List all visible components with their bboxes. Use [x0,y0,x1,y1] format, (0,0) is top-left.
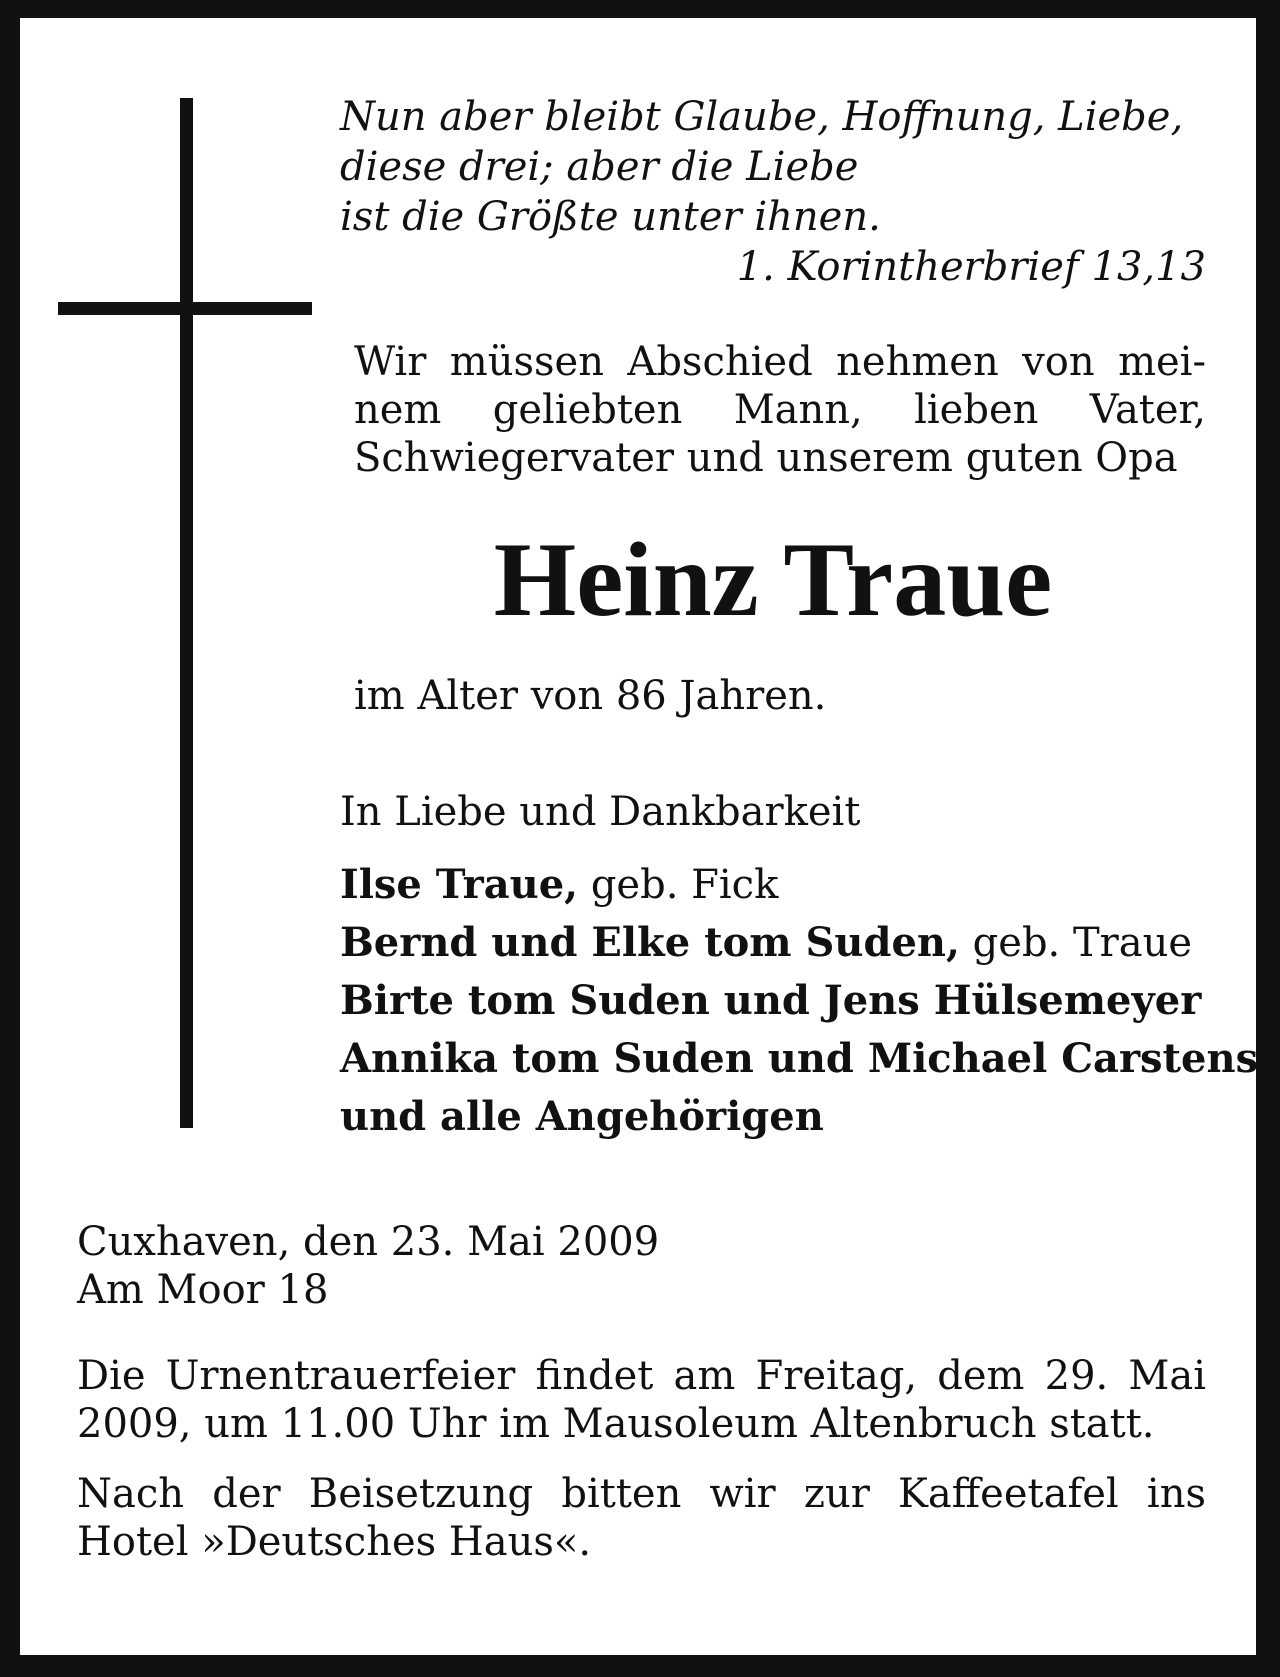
cross-icon-vertical-bar [180,98,193,1128]
mourner-name: und alle Angehörigen [340,1093,824,1140]
mourner-name: Birte tom Suden und Jens Hülsemeyer [340,977,1202,1024]
mourner-entry [340,914,1220,972]
ceremony-line: Die Urnentrauerfeier findet am Freitag, dem 29. Mai [77,1353,1206,1399]
mourner-entry [340,1088,1220,1146]
intro-line: Schwiegervater und unserem guten Opa [354,435,1178,481]
intro-line: nem geliebten Mann, lieben Vater, [354,387,1206,433]
place-date-line: Cuxhaven, den 23. Mai 2009 [77,1219,660,1265]
cross-icon-horizontal-bar [58,302,312,315]
mourner-name: Bernd und Elke tom Suden, [340,919,960,966]
reception-line: Nach der Beisetzung bitten wir zur Kaffeetafel ins [77,1471,1206,1517]
mourner-name: Ilse Traue, [340,861,579,908]
verse-line: ist die Größte unter ihnen. [340,194,881,240]
mourner-entry [340,1030,1259,1088]
verse-reference: 1. Korintherbrief 13,13 [736,244,1206,290]
verse-line: Nun aber bleibt Glaube, Hoffnung, Liebe, [340,94,1184,140]
reception-line: Hotel »Deutsches Haus«. [77,1519,592,1565]
place-and-date [77,1218,659,1314]
reception-info [77,1470,1206,1566]
mourners-list [340,856,1259,1146]
intro-line: Wir müssen Abschied nehmen von mei- [354,339,1206,385]
mourner-entry [340,856,1220,914]
mourner-entry [340,972,1220,1030]
closing-phrase: In Liebe und Dankbarkeit [340,789,861,835]
deceased-name: Heinz Traue [493,521,1053,638]
deceased-age: im Alter von 86 Jahren. [354,673,827,719]
intro-text [354,338,1206,482]
mourner-note: geb. Fick [578,862,779,908]
bible-verse [340,92,1206,292]
mourner-note: geb. Traue [959,920,1193,966]
ceremony-line: 2009, um 11.00 Uhr im Mausoleum Altenbruch statt. [77,1401,1155,1447]
mourner-name: Annika tom Suden und Michael Carstens [340,1035,1259,1082]
verse-line: diese drei; aber die Liebe [340,144,859,190]
ceremony-info [77,1352,1206,1448]
address-line: Am Moor 18 [77,1267,329,1313]
